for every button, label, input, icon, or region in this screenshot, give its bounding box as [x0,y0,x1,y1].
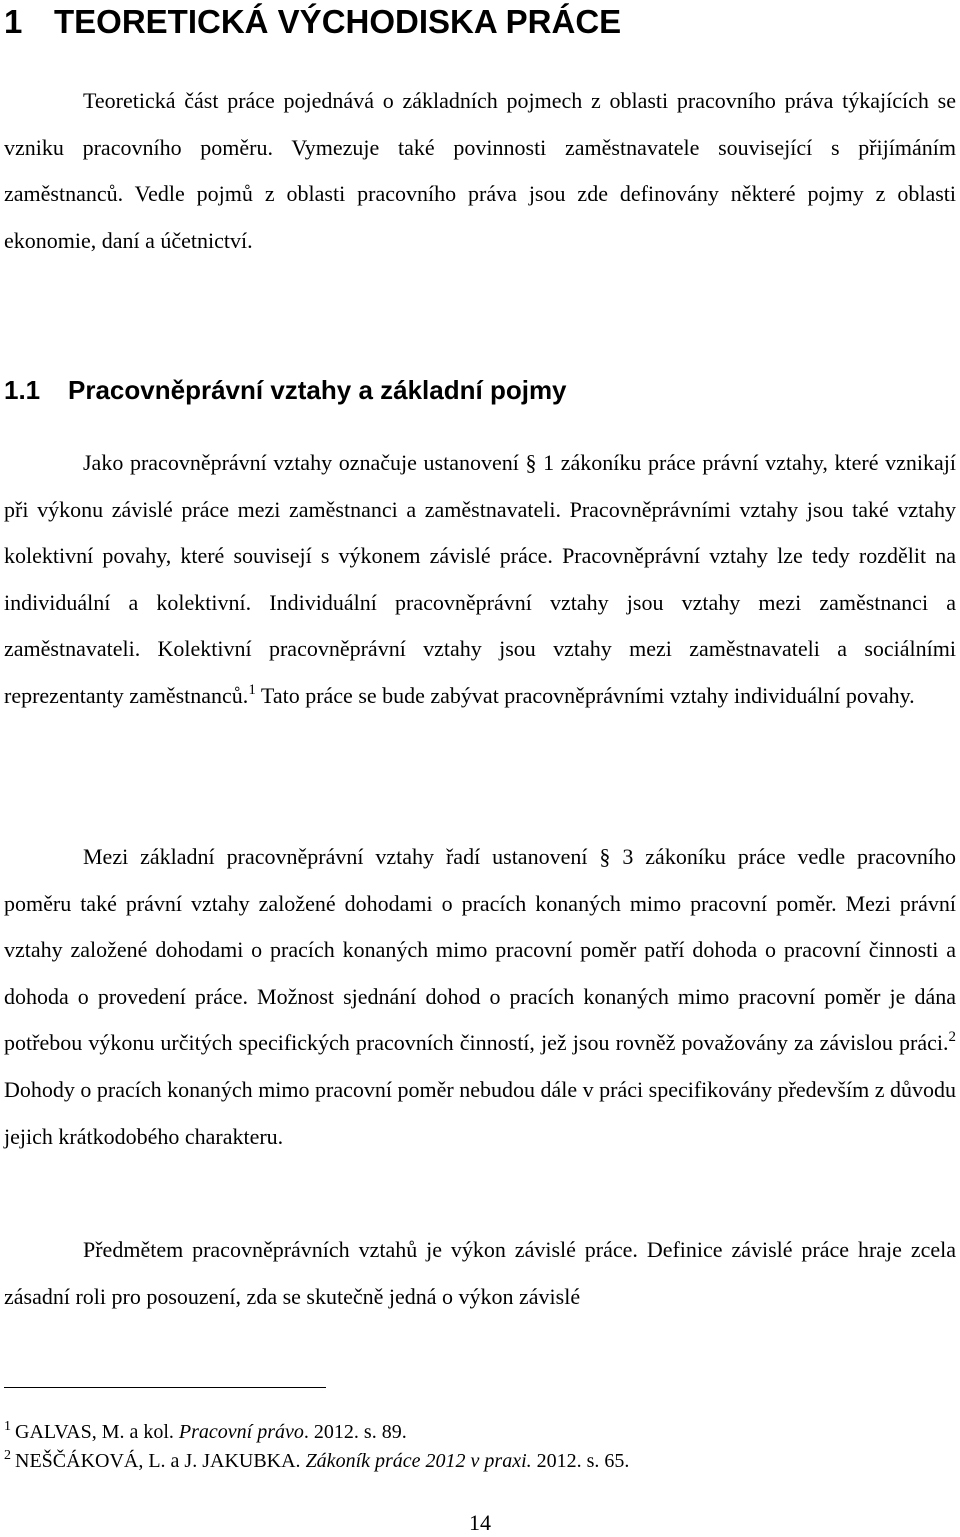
chapter-number: 1 [4,3,23,40]
page-number: 14 [469,1510,491,1535]
chapter-title: TEORETICKÁ VÝCHODISKA PRÁCE [54,3,622,40]
body-paragraph [4,834,956,1160]
paragraph-text: Dohody o pracích konaných mimo pracovní poměr nebudou dále v práci specifikovány především z důvodu jejich krátkodobého charakteru. [4,1076,956,1149]
section-number: 1.1 [4,375,41,405]
paragraph-text: Jako pracovněprávní vztahy označuje ustanovení § 1 zákoníku práce právní vztahy, které vznikají při výkonu závislé práce mezi zaměstnanci a zaměstnavateli. Pracovněprávními vztahy jsou také vztahy kolektivní povahy, které souvisejí s výkonem závislé práce. Pracovněprávní vztahy lze tedy rozdělit na individuální a kolektivní. Individuální pracovněprávní vztahy jsou vztahy mezi zaměstnanci a zaměstnavateli. Kolektivní pracovněprávní vztahy jsou vztahy mezi zaměstnavateli a sociálními reprezentanty zaměstnanců. [4,450,956,708]
footnote-separator [4,1387,326,1388]
footnote-author: GALVAS, M. a kol. [15,1421,174,1443]
intro-paragraph: Teoretická část práce pojednává o základních pojmech z oblasti pracovního práva týkajících se vzniku pracovního poměru. Vymezuje také povinnosti zaměstnavatele související s přijímáním zaměstnanců. Vedle pojmů z oblasti pracovního práva jsou zde definovány některé pojmy z oblasti ekonomie, daní a účetnictví. [4,88,956,253]
footnote [4,1447,944,1476]
footnote-number: 1 [4,1419,11,1434]
footnote-details: . 2012. s. 89. [303,1421,407,1443]
body-paragraph [4,440,956,720]
footnote-work-title: Zákoník práce 2012 v praxi. [305,1450,532,1472]
footnote [4,1418,944,1447]
footnote-work-title: Pracovní právo [178,1421,304,1443]
footnote-reference: 1 [248,681,256,698]
paragraph-text: Tato práce se bude zabývat pracovněprávními vztahy individuální povahy. [255,682,915,708]
footnotes [4,1418,944,1476]
footnote-reference: 2 [948,1029,956,1046]
paragraph-text: Mezi základní pracovněprávní vztahy řadí ustanovení § 3 zákoníku práce vedle pracovního poměru také právní vztahy založené dohodami o pracích konaných mimo pracovní poměr. Mezi právní vztahy založené dohodami o pracích konaných mimo pracovní poměr patří dohoda o pracovní činnosti a dohoda o provedení práce. Možnost sjednání dohod o pracích konaných mimo pracovní poměr je dána potřebou výkonu určitých specifických pracovních činností, jež jsou rovněž považovány za závislou práci. [4,844,956,1056]
footnote-number: 2 [4,1448,11,1463]
chapter-heading [4,0,621,44]
section-title: Pracovněprávní vztahy a základní pojmy [68,375,567,405]
body-paragraph: Předmětem pracovněprávních vztahů je výkon závislé práce. Definice závislé práce hraje zcela zásadní roli pro posouzení, zda se skutečně jedná o výkon závislé [4,1237,956,1309]
footnote-author: NEŠČÁKOVÁ, L. a J. JAKUBKA. [15,1450,301,1472]
section-heading [4,370,567,410]
footnote-details: 2012. s. 65. [531,1450,630,1472]
